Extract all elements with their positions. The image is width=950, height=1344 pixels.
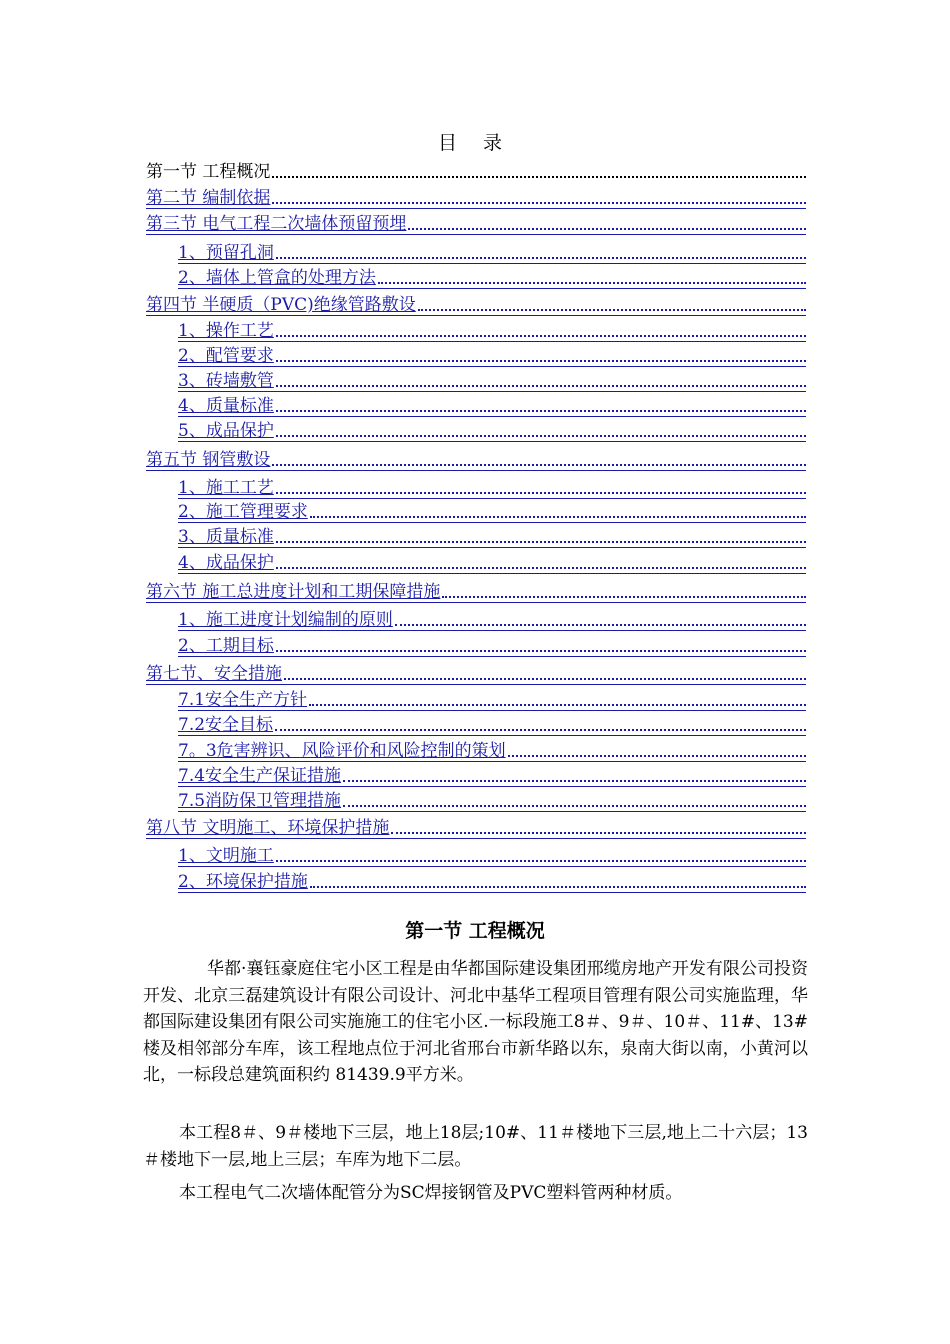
toc-subsection-entry[interactable] (178, 266, 806, 289)
toc-leader-dots (309, 703, 806, 706)
toc-section-entry[interactable] (146, 212, 806, 235)
toc-leader-dots (276, 859, 806, 862)
toc-entry-label: 3、砖墙敷管 (178, 371, 274, 391)
toc-entry-label: 2、环境保护措施 (178, 872, 308, 892)
toc-subsection-entry[interactable] (178, 551, 806, 574)
toc-leader-dots (276, 434, 806, 437)
toc-title: 目 录 (437, 132, 513, 154)
toc-subsection-entry[interactable] (178, 241, 806, 264)
toc-leader-dots (272, 175, 806, 178)
toc-section-entry[interactable] (146, 186, 806, 209)
toc-section-entry[interactable] (146, 448, 806, 471)
toc-leader-dots (391, 831, 806, 834)
toc-section-entry[interactable] (146, 662, 806, 685)
toc-entry-label: 第二节 编制依据 (146, 188, 271, 208)
toc-entry-label: 第五节 钢管敷设 (146, 450, 271, 470)
toc-leader-dots (408, 227, 806, 230)
toc-leader-dots (272, 201, 806, 204)
toc-section-entry[interactable] (146, 293, 806, 316)
toc-subsection-entry[interactable] (178, 870, 806, 893)
toc-leader-dots (378, 281, 806, 284)
toc-entry-label: 4、质量标准 (178, 396, 274, 416)
toc-subsection-entry[interactable] (178, 844, 806, 867)
toc-entry-label: 1、操作工艺 (178, 321, 274, 341)
toc-entry-label: 4、成品保护 (178, 553, 274, 573)
toc-leader-dots (276, 409, 806, 412)
body-paragraph-3: 本工程电气二次墙体配管分为SC焊接钢管及PVC塑料管两种材质。 (179, 1183, 683, 1203)
toc-subsection-entry[interactable] (178, 369, 806, 392)
toc-entry-label: 3、质量标准 (178, 527, 274, 547)
toc-entry-label: 1、施工工艺 (178, 478, 274, 498)
toc-leader-dots (310, 515, 806, 518)
body-paragraph-2: 本工程8＃、9＃楼地下三层，地上18层;10#、11＃楼地下三层,地上二十六层；13＃楼地下一层,地上三层；车库为地下二层。 (143, 1123, 808, 1170)
toc-leader-dots (276, 566, 806, 569)
toc-subsection-entry[interactable] (178, 319, 806, 342)
toc-subsection-entry[interactable] (178, 419, 806, 442)
toc-leader-dots (395, 623, 806, 626)
toc-subsection-entry[interactable] (178, 634, 806, 657)
toc-entry-label: 第四节 半硬质（PVC)绝缘管路敷设 (146, 295, 416, 315)
toc-entry-label: 7。3危害辨识、风险评价和风险控制的策划 (178, 741, 506, 761)
toc-subsection-entry[interactable] (178, 394, 806, 417)
toc-subsection-entry[interactable] (178, 739, 806, 762)
toc-entry-label: 2、墙体上管盒的处理方法 (178, 268, 376, 288)
toc-section-entry (146, 160, 806, 182)
toc-subsection-entry[interactable] (178, 476, 806, 499)
body-paragraph-1: 华都·襄钰豪庭住宅小区工程是由华都国际建设集团邢缆房地产开发有限公司投资开发、北京三磊建筑设计有限公司设计、河北中基华工程项目管理有限公司实施监理，华都国际建设集团有限公司实施施工的住宅小区.一标段施工8＃、9＃、10＃、11#、13#楼及相邻部分车库，该工程地点位于河北省邢台市新华路以东，泉南大街以南，小黄河以北，一标段总建筑面积约 81439.9平方米。 (143, 959, 808, 1085)
toc-entry-label: 7.2安全目标 (178, 715, 274, 735)
toc-subsection-entry[interactable] (178, 764, 806, 787)
toc-section-entry[interactable] (146, 816, 806, 839)
toc-leader-dots (343, 779, 806, 782)
toc-leader-dots (272, 463, 806, 466)
toc-entry-label: 1、文明施工 (178, 846, 274, 866)
toc-entry-label: 1、施工进度计划编制的原则 (178, 610, 393, 630)
toc-subsection-entry[interactable] (178, 525, 806, 548)
toc-leader-dots (276, 334, 806, 337)
toc-leader-dots (508, 754, 806, 757)
toc-subsection-entry[interactable] (178, 608, 806, 631)
toc-entry-label: 2、施工管理要求 (178, 502, 308, 522)
toc-leader-dots (284, 677, 806, 680)
toc-entry-label: 5、成品保护 (178, 421, 274, 441)
toc-section-entry[interactable] (146, 580, 806, 603)
toc-leader-dots (418, 308, 806, 311)
toc-entry-label: 2、配管要求 (178, 346, 274, 366)
toc-leader-dots (442, 595, 806, 598)
toc-leader-dots (276, 384, 806, 387)
toc-leader-dots (276, 256, 806, 259)
toc-leader-dots (276, 649, 806, 652)
toc-entry-label: 第一节 工程概况 (146, 162, 271, 182)
toc-entry-label: 7.4安全生产保证措施 (178, 766, 342, 786)
toc-subsection-entry[interactable] (178, 688, 806, 711)
toc-leader-dots (310, 885, 806, 888)
toc-subsection-entry[interactable] (178, 789, 806, 812)
toc-entry-label: 7.1安全生产方针 (178, 690, 308, 710)
toc-subsection-entry[interactable] (178, 344, 806, 367)
toc-subsection-entry[interactable] (178, 713, 806, 736)
toc-entry-label: 1、预留孔洞 (178, 243, 274, 263)
toc-entry-label: 第三节 电气工程二次墙体预留预埋 (146, 214, 407, 234)
toc-leader-dots (276, 491, 806, 494)
toc-entry-label: 7.5消防保卫管理措施 (178, 791, 342, 811)
toc-leader-dots (276, 540, 806, 543)
section-heading: 第一节 工程概况 (405, 920, 545, 942)
toc-leader-dots (276, 359, 806, 362)
toc-entry-label: 第六节 施工总进度计划和工期保障措施 (146, 582, 441, 602)
toc-leader-dots (275, 728, 806, 731)
toc-entry-label: 2、工期目标 (178, 636, 274, 656)
toc-leader-dots (343, 804, 806, 807)
toc-entry-label: 第七节、安全措施 (146, 664, 282, 684)
toc-subsection-entry[interactable] (178, 500, 806, 523)
toc-entry-label: 第八节 文明施工、环境保护措施 (146, 818, 390, 838)
